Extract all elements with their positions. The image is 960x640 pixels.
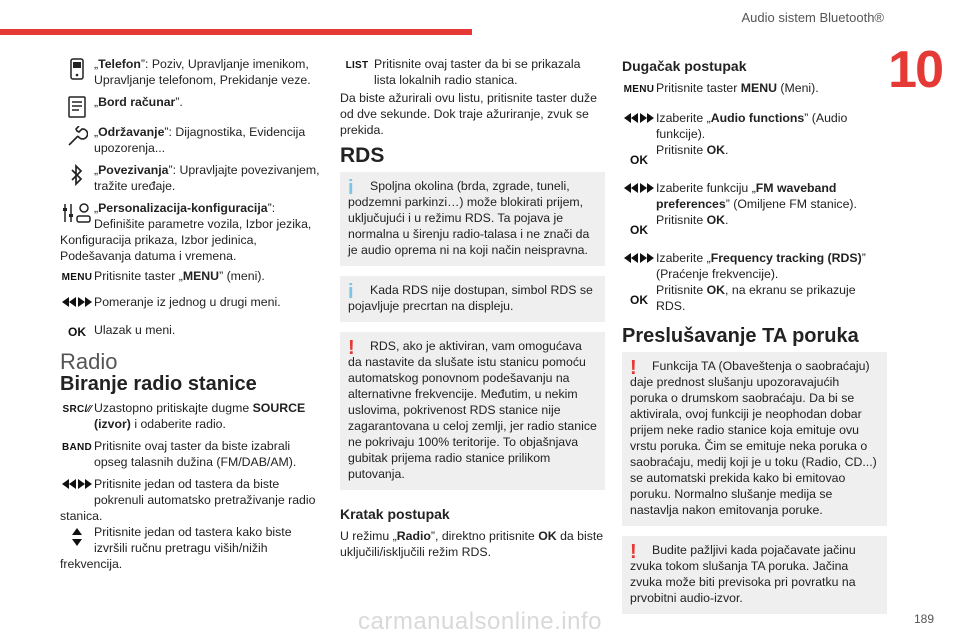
warning-icon: !: [630, 357, 637, 379]
item-bord-racunar: „Bord računar”.: [60, 94, 325, 118]
info-icon: i: [348, 177, 354, 199]
section-ta-title: Preslušavanje TA poruka: [622, 325, 859, 347]
kratak-postupak-text: U režimu „Radio”, direktno pritisnite OK da biste uključili/isključili režim RDS.: [340, 529, 604, 559]
chapter-number: 10: [888, 41, 942, 99]
step-fm-waveband: Izaberite funkciju „FM waveband preferences” (Omiljene FM stanice).: [622, 180, 887, 212]
item-ok-enter: OK Ulazak u meni.: [68, 323, 176, 339]
up-down-arrows-icon: [60, 524, 94, 548]
page-number: 189: [913, 612, 934, 626]
step-ok-1: OK Pritisnite OK.: [630, 143, 729, 167]
step-ok-2: OK Pritisnite OK.: [630, 213, 729, 237]
warning-box-volume: ! Budite pažljivi kada pojačavate jačinu zvuka tokom slušanja TA poruka. Jačina zvuka može biti previsoka pri povratku na prvobitni audio-izvor.: [622, 536, 887, 614]
info-icon: i: [348, 281, 354, 303]
warning-box-rds: ! RDS, ako je aktiviran, vam omogućava da nastavite da slušate istu stanicu pomoću automatskog ponovnom podešavanju na alternativne frekvencije. Međutim, u nekim uslovima, pokrivenost RDS stanice nije zagarantovana u celoj zemlji, jer radio stanice ne pokrivaju 100% teritorije. To objašnjava gubitak prijema radio stanice prilikom putovanja.: [340, 332, 605, 490]
item-list: LIST Pritisnite ovaj taster da bi se prikazala lista lokalnih radio stanica.: [345, 57, 581, 87]
left-right-arrows-icon: [60, 294, 94, 308]
menu-button-icon: MENU: [623, 84, 655, 95]
trip-computer-icon: [60, 94, 94, 118]
update-list-text: Da biste ažurirali ovu listu, pritisnite taster duže od dve sekunde. Dok traje ažuriranje, zvuk se prekida.: [340, 91, 597, 137]
ok-button-icon: OK: [630, 223, 648, 237]
item-telefon: „Telefon”: Poziv, Upravljanje imenikom, Upravljanje telefonom, Prekidanje veze.: [60, 56, 325, 88]
section-rds-title: RDS: [340, 144, 385, 167]
item-manual-search: Pritisnite jedan od tastera kako biste izvršili ručnu pretragu viših/nižih: [60, 524, 325, 556]
column-3: [622, 56, 887, 624]
header-accent-bar: [0, 29, 472, 35]
wrench-icon: [60, 124, 94, 148]
step-menu: MENU Pritisnite taster MENU (Meni).: [622, 80, 887, 98]
warning-icon: !: [348, 337, 355, 359]
settings-car-icon: [60, 200, 94, 224]
section-biranje-title: Biranje radio stanice: [60, 373, 257, 395]
manual-search-continued: frekvencija.: [60, 557, 123, 571]
column-2: [340, 56, 605, 566]
step-audio-functions: Izaberite „Audio functions” (Audio funkcije).: [622, 110, 887, 142]
item-auto-search: Pritisnite jedan od tastera da biste pokrenuli automatsko pretraživanje radio: [60, 476, 325, 508]
info-box-reception: i Spoljna okolina (brda, zgrade, tuneli, podzemni parkinzi…) može blokirati prijem, uključujući i u režimu RDS. Ta pojava je normalna u širenju radio-talasa i ne znači da je audio oprema ni na koji način neispravna.: [340, 172, 605, 266]
column-1: [60, 56, 325, 572]
personalizacija-continued: Konfiguracija prikaza, Izbor jedinica, Podešavanja datuma i vremena.: [60, 233, 257, 263]
item-odrzavanje: „Održavanje”: Dijagnostika, Evidencija upozorenja...: [60, 124, 325, 156]
header-title: Audio sistem Bluetooth®: [741, 10, 884, 25]
menu-button-icon: MENU: [61, 272, 93, 283]
warning-box-ta: ! Funkcija TA (Obaveštenja o saobraćaju) daje prednost slušanju upozoravajućih poruka o drumskom saobraćaju. Da bi se aktivirala, ovoj funkciji je neophodan dobar prijem neke radio stanice koja emituje ovu vrstu poruka. Čim se emituje neka poruka o saobraćaju, medij koji je u toku (Radio, CD...) se automatski prekida kako bi emitovao poruku. Normalno slušanje medija se nastavlja nakon emitovanja poruke.: [622, 352, 887, 526]
item-source: SRC/⁄⁄ Uzastopno pritiskajte dugme SOURCE (izvor) i odaberite radio.: [62, 401, 306, 431]
section-radio-title: Radio: [60, 349, 118, 374]
item-personalizacija: „Personalizacija-konfiguracija”: Definišite parametre vozila, Izbor jezika,: [60, 200, 325, 232]
step-ok-3: OK Pritisnite OK, na ekranu se prikazuje RDS.: [630, 283, 856, 313]
step-frequency-tracking: Izaberite „Frequency tracking (RDS)” (Praćenje frekvencije).: [622, 250, 887, 282]
left-right-arrows-icon: [622, 250, 656, 264]
left-right-arrows-icon: [622, 180, 656, 194]
ok-button-icon: OK: [68, 325, 86, 339]
warning-icon: !: [630, 541, 637, 563]
item-arrows-menu: Pomeranje iz jednog u drugi meni.: [60, 294, 325, 310]
bluetooth-icon: [60, 162, 94, 186]
kratak-postupak-title: Kratak postupak: [340, 506, 450, 522]
band-button-icon: BAND: [61, 442, 93, 453]
left-right-arrows-icon: [622, 110, 656, 124]
ok-button-icon: OK: [630, 293, 648, 307]
ok-button-icon: OK: [630, 153, 648, 167]
phone-icon: [60, 56, 94, 80]
item-menu-button: MENU Pritisnite taster „MENU” (meni).: [60, 268, 325, 286]
left-right-arrows-icon: [60, 476, 94, 490]
list-button-icon: LIST: [345, 60, 369, 71]
source-button-icon: SRC/⁄⁄: [62, 404, 92, 415]
item-band: BAND Pritisnite ovaj taster da biste izabrali opseg talasnih dužina (FM/DAB/AM).: [61, 439, 297, 469]
dugacak-postupak-title: Dugačak postupak: [622, 58, 747, 74]
item-povezivanja: „Povezivanja”: Upravljajte povezivanjem, tražite uređaje.: [60, 162, 325, 194]
auto-search-continued: stanica.: [60, 509, 103, 523]
watermark: carmanualsonline.info: [358, 608, 602, 635]
info-box-rds-unavailable: i Kada RDS nije dostupan, simbol RDS se pojavljuje precrtan na displeju.: [340, 276, 605, 322]
